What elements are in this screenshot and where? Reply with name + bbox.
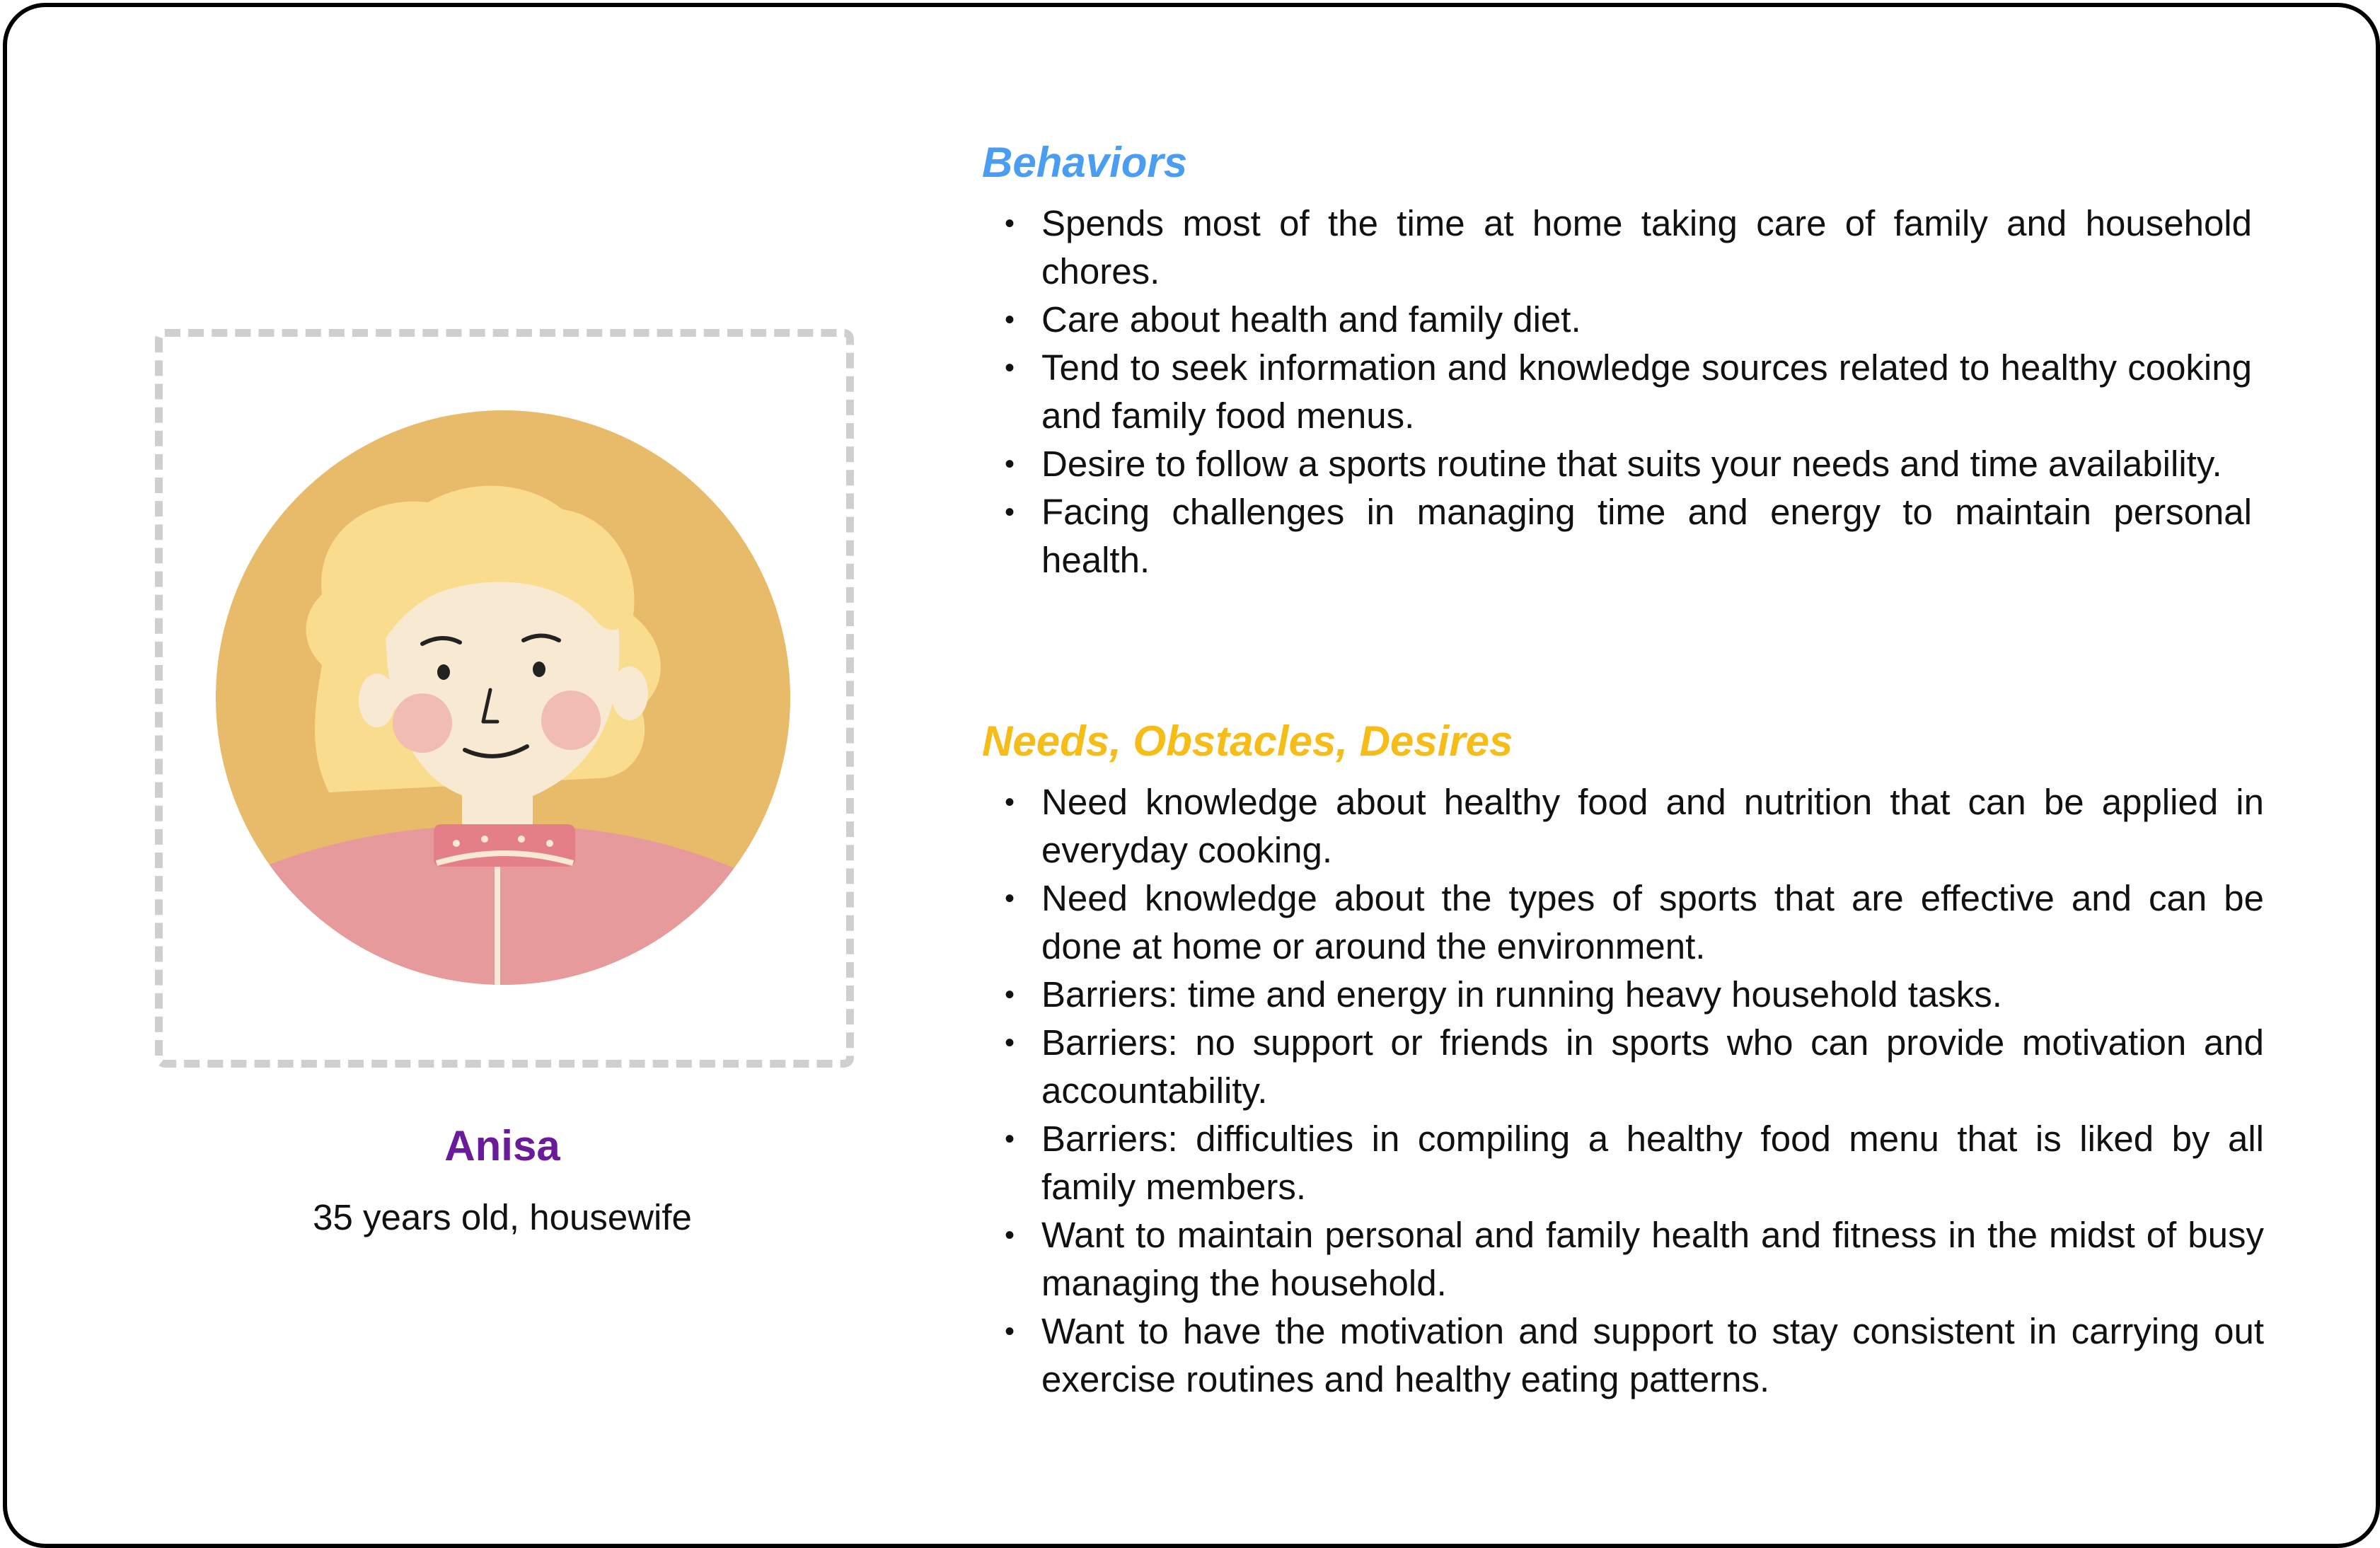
list-item: • Want to have the motivation and support to stay consistent in carrying out exercise routines and healthy eating patterns. (982, 1307, 2264, 1404)
list-item: • Need knowledge about healthy food and nutrition that can be applied in everyday cooking. (982, 778, 2264, 874)
bullet-icon: • (1005, 1124, 1015, 1155)
persona-name: Anisa (444, 1122, 560, 1169)
bullet-icon: • (1005, 787, 1015, 818)
bullet-icon: • (1005, 1316, 1015, 1347)
list-item: • Spends most of the time at home taking care of family and household chores. (982, 200, 2252, 296)
bullet-icon: • (1005, 449, 1015, 480)
list-item: • Facing challenges in managing time and energy to maintain personal health. (982, 488, 2252, 584)
bullet-icon: • (1005, 304, 1015, 335)
list-item: • Desire to follow a sports routine that suits your needs and time availability. (982, 440, 2252, 488)
needs-list (982, 778, 2264, 1404)
bullet-icon: • (1005, 883, 1015, 914)
list-item: • Want to maintain personal and family health and fitness in the midst of busy managing the household. (982, 1211, 2264, 1307)
woman-avatar-icon (216, 410, 790, 985)
persona-description: 35 years old, housewife (313, 1197, 692, 1237)
bullet-icon: • (1005, 208, 1015, 239)
bullet-icon: • (1005, 352, 1015, 383)
needs-title: Needs, Obstacles, Desires (982, 717, 1513, 765)
list-item: • Barriers: difficulties in compiling a healthy food menu that is liked by all family members. (982, 1115, 2264, 1211)
list-item: • Care about health and family diet. (982, 296, 2252, 344)
behaviors-title: Behaviors (982, 139, 1188, 186)
list-item: • Barriers: time and energy in running heavy household tasks. (982, 971, 2264, 1019)
behaviors-list (982, 200, 2252, 584)
needs-section (982, 713, 2264, 1404)
bullet-icon: • (1005, 1220, 1015, 1251)
list-item: • Barriers: no support or friends in sports who can provide motivation and accountability. (982, 1019, 2264, 1115)
list-item: • Tend to seek information and knowledge sources related to healthy cooking and family food menus. (982, 344, 2252, 440)
behaviors-section (982, 134, 2252, 584)
list-item: • Need knowledge about the types of sports that are effective and can be done at home or around the environment. (982, 874, 2264, 971)
bullet-icon: • (1005, 1027, 1015, 1058)
bullet-icon: • (1005, 497, 1015, 528)
bullet-icon: • (1005, 979, 1015, 1010)
